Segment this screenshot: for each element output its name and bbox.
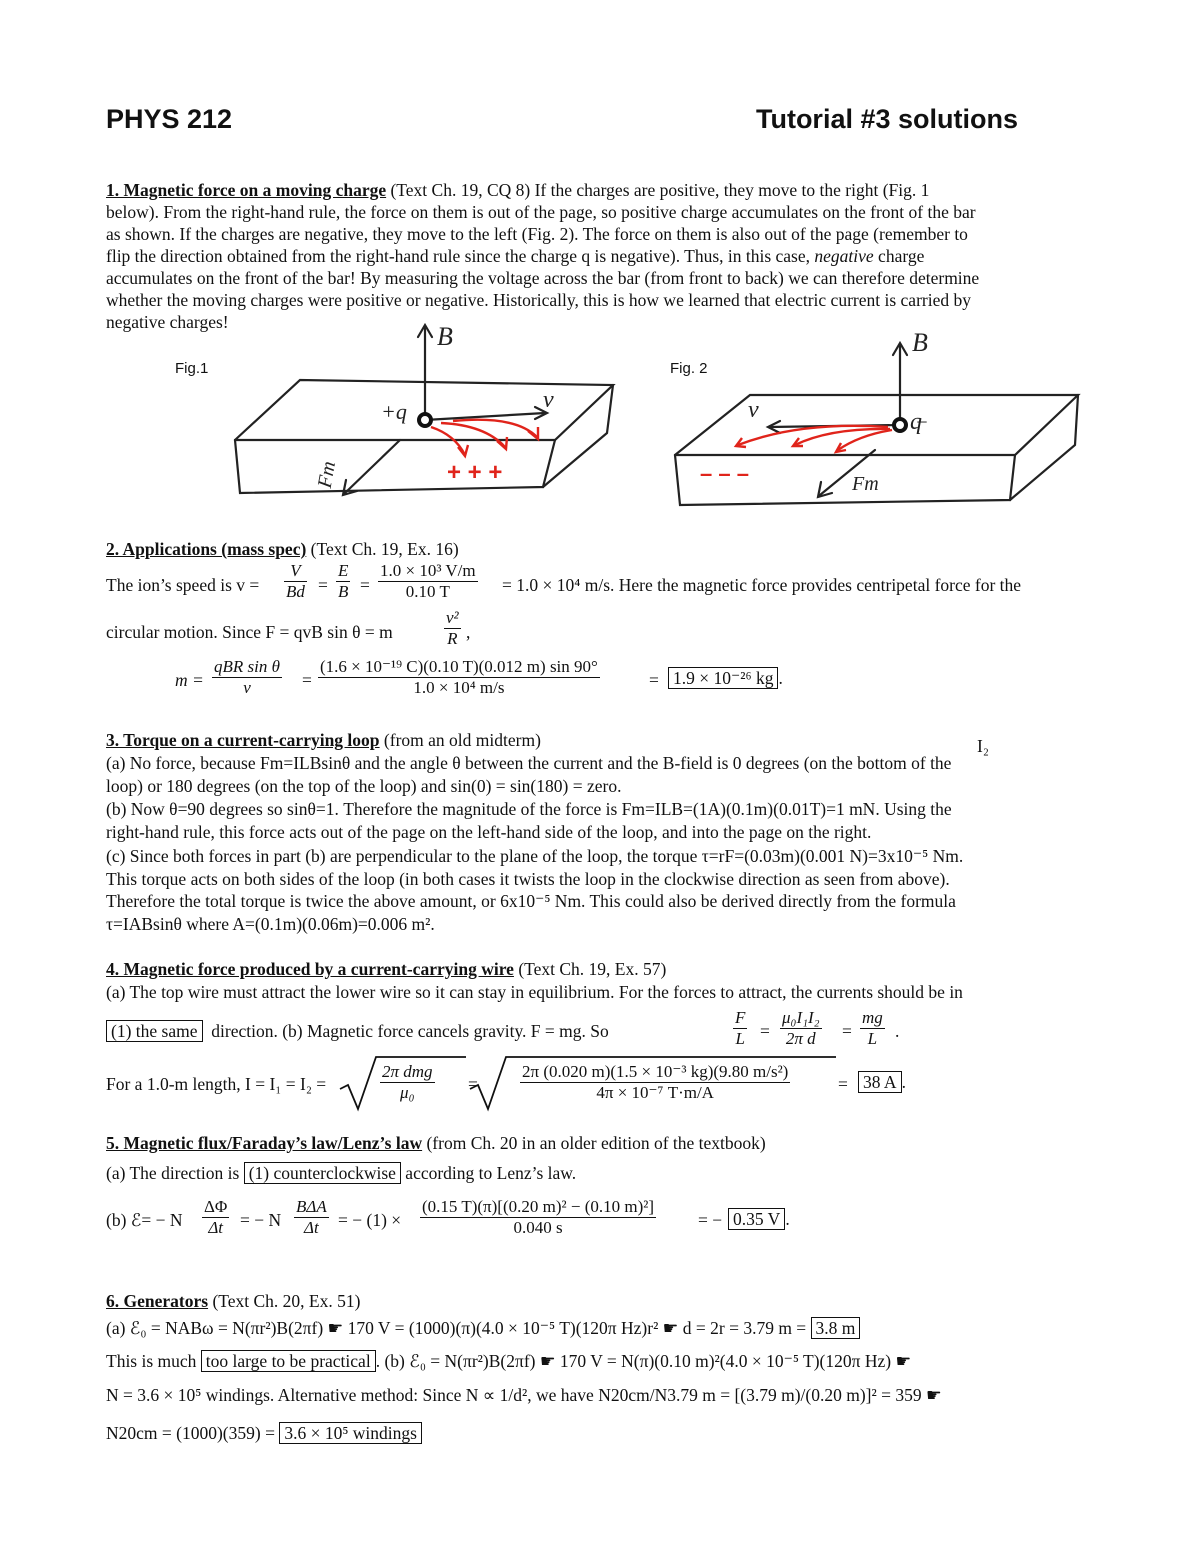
s6-line-3: N = 3.6 × 10⁵ windings. Alternative method: Since N ∝ 1/d², we have N20cm/N3.79 m = [(3.79 m)/(0.20 m)]² = 359 ☛ xyxy=(106,1385,942,1405)
fig1-q-label: +q xyxy=(381,399,407,424)
s5-box-ccw: (1) counterclockwise xyxy=(244,1162,401,1184)
s4-ref: (Text Ch. 19, Ex. 57) xyxy=(513,959,667,979)
svg-text:‾: ‾ xyxy=(918,421,926,447)
s2-frac-v-bd: $\frac{V}{Bd}$ xyxy=(286,561,305,601)
s2-heading: 2. Applications (mass spec) xyxy=(106,539,307,559)
s5-line-a: (a) The direction is (1) counterclockwise according to Lenz’s law. xyxy=(106,1163,577,1183)
s3-line: (b) Now θ=90 degrees so sinθ=1. Therefore the magnitude of the force is Fm=ILB=(1A)(0.1m)(0.01T)=1 mN. Using the xyxy=(106,799,952,819)
fig2-red-arrows xyxy=(736,426,892,452)
s2-ref: (Text Ch. 19, Ex. 16) xyxy=(306,539,459,559)
s4-heading: 4. Magnetic force produced by a current-carrying wire xyxy=(106,959,514,979)
s1-line: flip the direction obtained from the right-hand rule since the charge q is negative). Thus, in this case, negative charge xyxy=(106,246,925,266)
fig1-charge xyxy=(419,414,431,426)
fig2-v-label: v xyxy=(748,397,759,423)
s2-frac-v2-r: $\frac{\text{v²}}{R}$ xyxy=(446,608,459,648)
s6-line-2: This is much too large to be practical . (b) ℰ₀ = N(πr²)B(2πf) ☛ 170 V = N(π)(0.10 m)²(4.0 × 10⁻⁵ T)(120π Hz) ☛ xyxy=(106,1351,912,1371)
s4-frac-mg: $\frac{mg}{L}$ xyxy=(862,1008,883,1048)
figure-2 xyxy=(670,325,1090,510)
fig2-minus-signs: – – – xyxy=(700,461,749,486)
s4-frac-2pidmg: 2π dmg μ₀ xyxy=(382,1062,433,1102)
s1-line: whether the moving charges were positive or negative. Historically, this is how we learned that electric current is carried by xyxy=(106,290,971,310)
s2-circ: circular motion. Since F = qvB sin θ = m xyxy=(106,622,393,642)
s5-answer: 0.35 V . xyxy=(728,1208,790,1230)
s5-frac-values: $\frac{\text{(0.15 T)(π)[(0.20 m)² − (0.10 m)²]}}{0.040 s}$ xyxy=(422,1197,654,1237)
s6-answer-n: 3.6 × 10⁵ windings xyxy=(279,1422,422,1444)
fig1-label: Fig.1 xyxy=(175,360,209,377)
s3-line: (c) Since both forces in part (b) are perpendicular to the plane of the loop, the torque τ=rF=(0.03m)(0.001 N)=3x10⁻⁵ Nm. xyxy=(106,846,964,866)
fig1-v-label: v xyxy=(543,387,554,413)
s1-heading: 1. Magnetic force on a moving charge xyxy=(106,180,387,200)
s2-answer: 1.9 × 10⁻²⁶ kg . xyxy=(668,667,783,689)
s5-frac-bda: BΔA Δt xyxy=(296,1197,327,1237)
s4-frac-mu: $\frac{\text{μ₀I₁I₂}}{\text{2π d}}$ xyxy=(782,1008,820,1048)
s2-m-lead: m = xyxy=(175,670,204,690)
s4-answer: 38 A . xyxy=(858,1071,906,1093)
s3-heading-line xyxy=(106,729,541,751)
fig1-b-label: B xyxy=(437,322,453,351)
s6-answer-d: 3.8 m xyxy=(811,1317,861,1339)
fig2-bar-side xyxy=(1010,395,1078,500)
s1-line: negative charges! xyxy=(106,312,229,332)
s1-line: below). From the right-hand rule, the force on them is out of the page, so positive charge accumulates on the front of the bar xyxy=(106,202,976,222)
fig2-q-label: q xyxy=(910,409,922,435)
s3-heading: 3. Torque on a current-carrying loop xyxy=(106,730,380,750)
s4-frac-values: $\frac{\text{2π (0.020 m)(1.5 × 10⁻³ kg)(9.80 m/s²)}}{\text{4π × 10⁻⁷ T·m/A}}$ xyxy=(522,1062,789,1102)
s6-heading: 6. Generators xyxy=(106,1291,209,1311)
s2-heading-line xyxy=(106,538,459,560)
fig1-plus-signs: + + + xyxy=(447,459,503,486)
s6-ref: (Text Ch. 20, Ex. 51) xyxy=(208,1291,361,1311)
s6-box-too-large: too large to be practical xyxy=(201,1350,376,1372)
s2-speed-lead: The ion’s speed is v = xyxy=(106,575,260,595)
s3-ref: (from an old midterm) xyxy=(379,730,541,750)
s3-line: τ=IABsinθ where A=(0.1m)(0.06m)=0.006 m². xyxy=(106,914,435,934)
s4-box-same: (1) the same xyxy=(106,1020,203,1042)
s3-line: right-hand rule, this force acts out of the page on the left-hand side of the loop, and into the page on the right. xyxy=(106,822,872,842)
s1-ref: (Text Ch. 19, CQ 8) If the charges are positive, they move to the right (Fig. 1 xyxy=(386,180,930,200)
s2-frac-mass: $\frac{\text{(1.6 × 10⁻¹⁹ C)(0.10 T)(0.012 m) sin 90°}}{\text{1.0 × 10⁴ m/s}}$ xyxy=(320,657,598,697)
s1-line: accumulates on the front of the bar! By measuring the voltage across the bar (from front to back) we can therefore determine xyxy=(106,268,980,288)
s5-ref: (from Ch. 20 in an older edition of the textbook) xyxy=(422,1133,766,1153)
s3-line: loop) or 180 degrees (on the top of the loop) and sin(0) = sin(180) = zero. xyxy=(106,776,622,796)
s5-heading-line xyxy=(106,1132,766,1154)
course-code: PHYS 212 xyxy=(106,104,233,134)
fig2-fm-label: Fm xyxy=(852,473,879,495)
fig2-b-label: B xyxy=(912,328,928,357)
s6-line-1: (a) ℰ₀ = NABω = N(πr²)B(2πf) ☛ 170 V = (1000)(π)(4.0 × 10⁻⁵ T)(120π Hz)r² ☛ d = 2r = 3.79 m = 3.8 m xyxy=(106,1317,860,1339)
s4-len-lead: For a 1.0-m length, I = I₁ = I₂ = xyxy=(106,1074,327,1094)
s4-heading-line xyxy=(106,958,666,980)
fig1-fm-label: Fm xyxy=(313,459,341,490)
s6-heading-line xyxy=(106,1290,360,1312)
fig2-label: Fig. 2 xyxy=(670,360,708,377)
s3-line: (a) No force, because Fm=ILBsinθ and the angle θ between the current and the B-field is 0 degrees (on the bottom of the xyxy=(106,753,952,773)
s3-line: This torque acts on both sides of the loop (in both cases it twists the loop in the clockwise direction as seen from above). xyxy=(106,869,950,889)
s6-line-4: N20cm = (1000)(359) = 3.6 × 10⁵ windings xyxy=(106,1422,422,1444)
s5-b-lead: (b) ℰ= − N xyxy=(106,1210,183,1230)
s4-line-b: (1) the same direction. (b) Magnetic force cancels gravity. F = mg. So xyxy=(106,1020,609,1042)
s2-frac-e-b: $\frac{E}{B}$ xyxy=(338,561,349,601)
s3-i2-label: I₂ xyxy=(977,736,989,756)
s2-frac-values: $\frac{\text{1.0 × 10³ V/m}}{0.10 T}$ xyxy=(380,561,476,601)
s2-speed-tail: = 1.0 × 10⁴ m/s. Here the magnetic force provides centripetal force for the xyxy=(502,575,1022,595)
page-title: Tutorial #3 solutions xyxy=(755,104,1018,134)
s2-frac-qbr: qBR sin θ v xyxy=(214,657,280,697)
fig1-fm-arrow xyxy=(345,440,400,493)
s3-line: Therefore the total torque is twice the above amount, or 6x10⁻⁵ Nm. This could also be derived directly from the formula xyxy=(106,891,956,911)
figure-1 xyxy=(215,315,625,510)
s5-frac-dphi: $\frac{\Delta\Phi}{\Delta t}$ xyxy=(204,1197,228,1237)
fig1-red-arrows xyxy=(431,420,538,456)
s1-line: as shown. If the charges are negative, they move to the left (Fig. 2). The force on them is also out of the page (remember to xyxy=(106,224,968,244)
fig2-charge xyxy=(894,419,906,431)
s1-first-line xyxy=(106,179,929,201)
s5-heading: 5. Magnetic flux/Faraday’s law/Lenz’s law xyxy=(106,1133,423,1153)
s4-frac-f-l: $\frac{F}{L}$ xyxy=(735,1008,746,1048)
s4-line-a: (a) The top wire must attract the lower wire so it can stay in equilibrium. For the forces to attract, the currents should be in xyxy=(106,982,963,1002)
